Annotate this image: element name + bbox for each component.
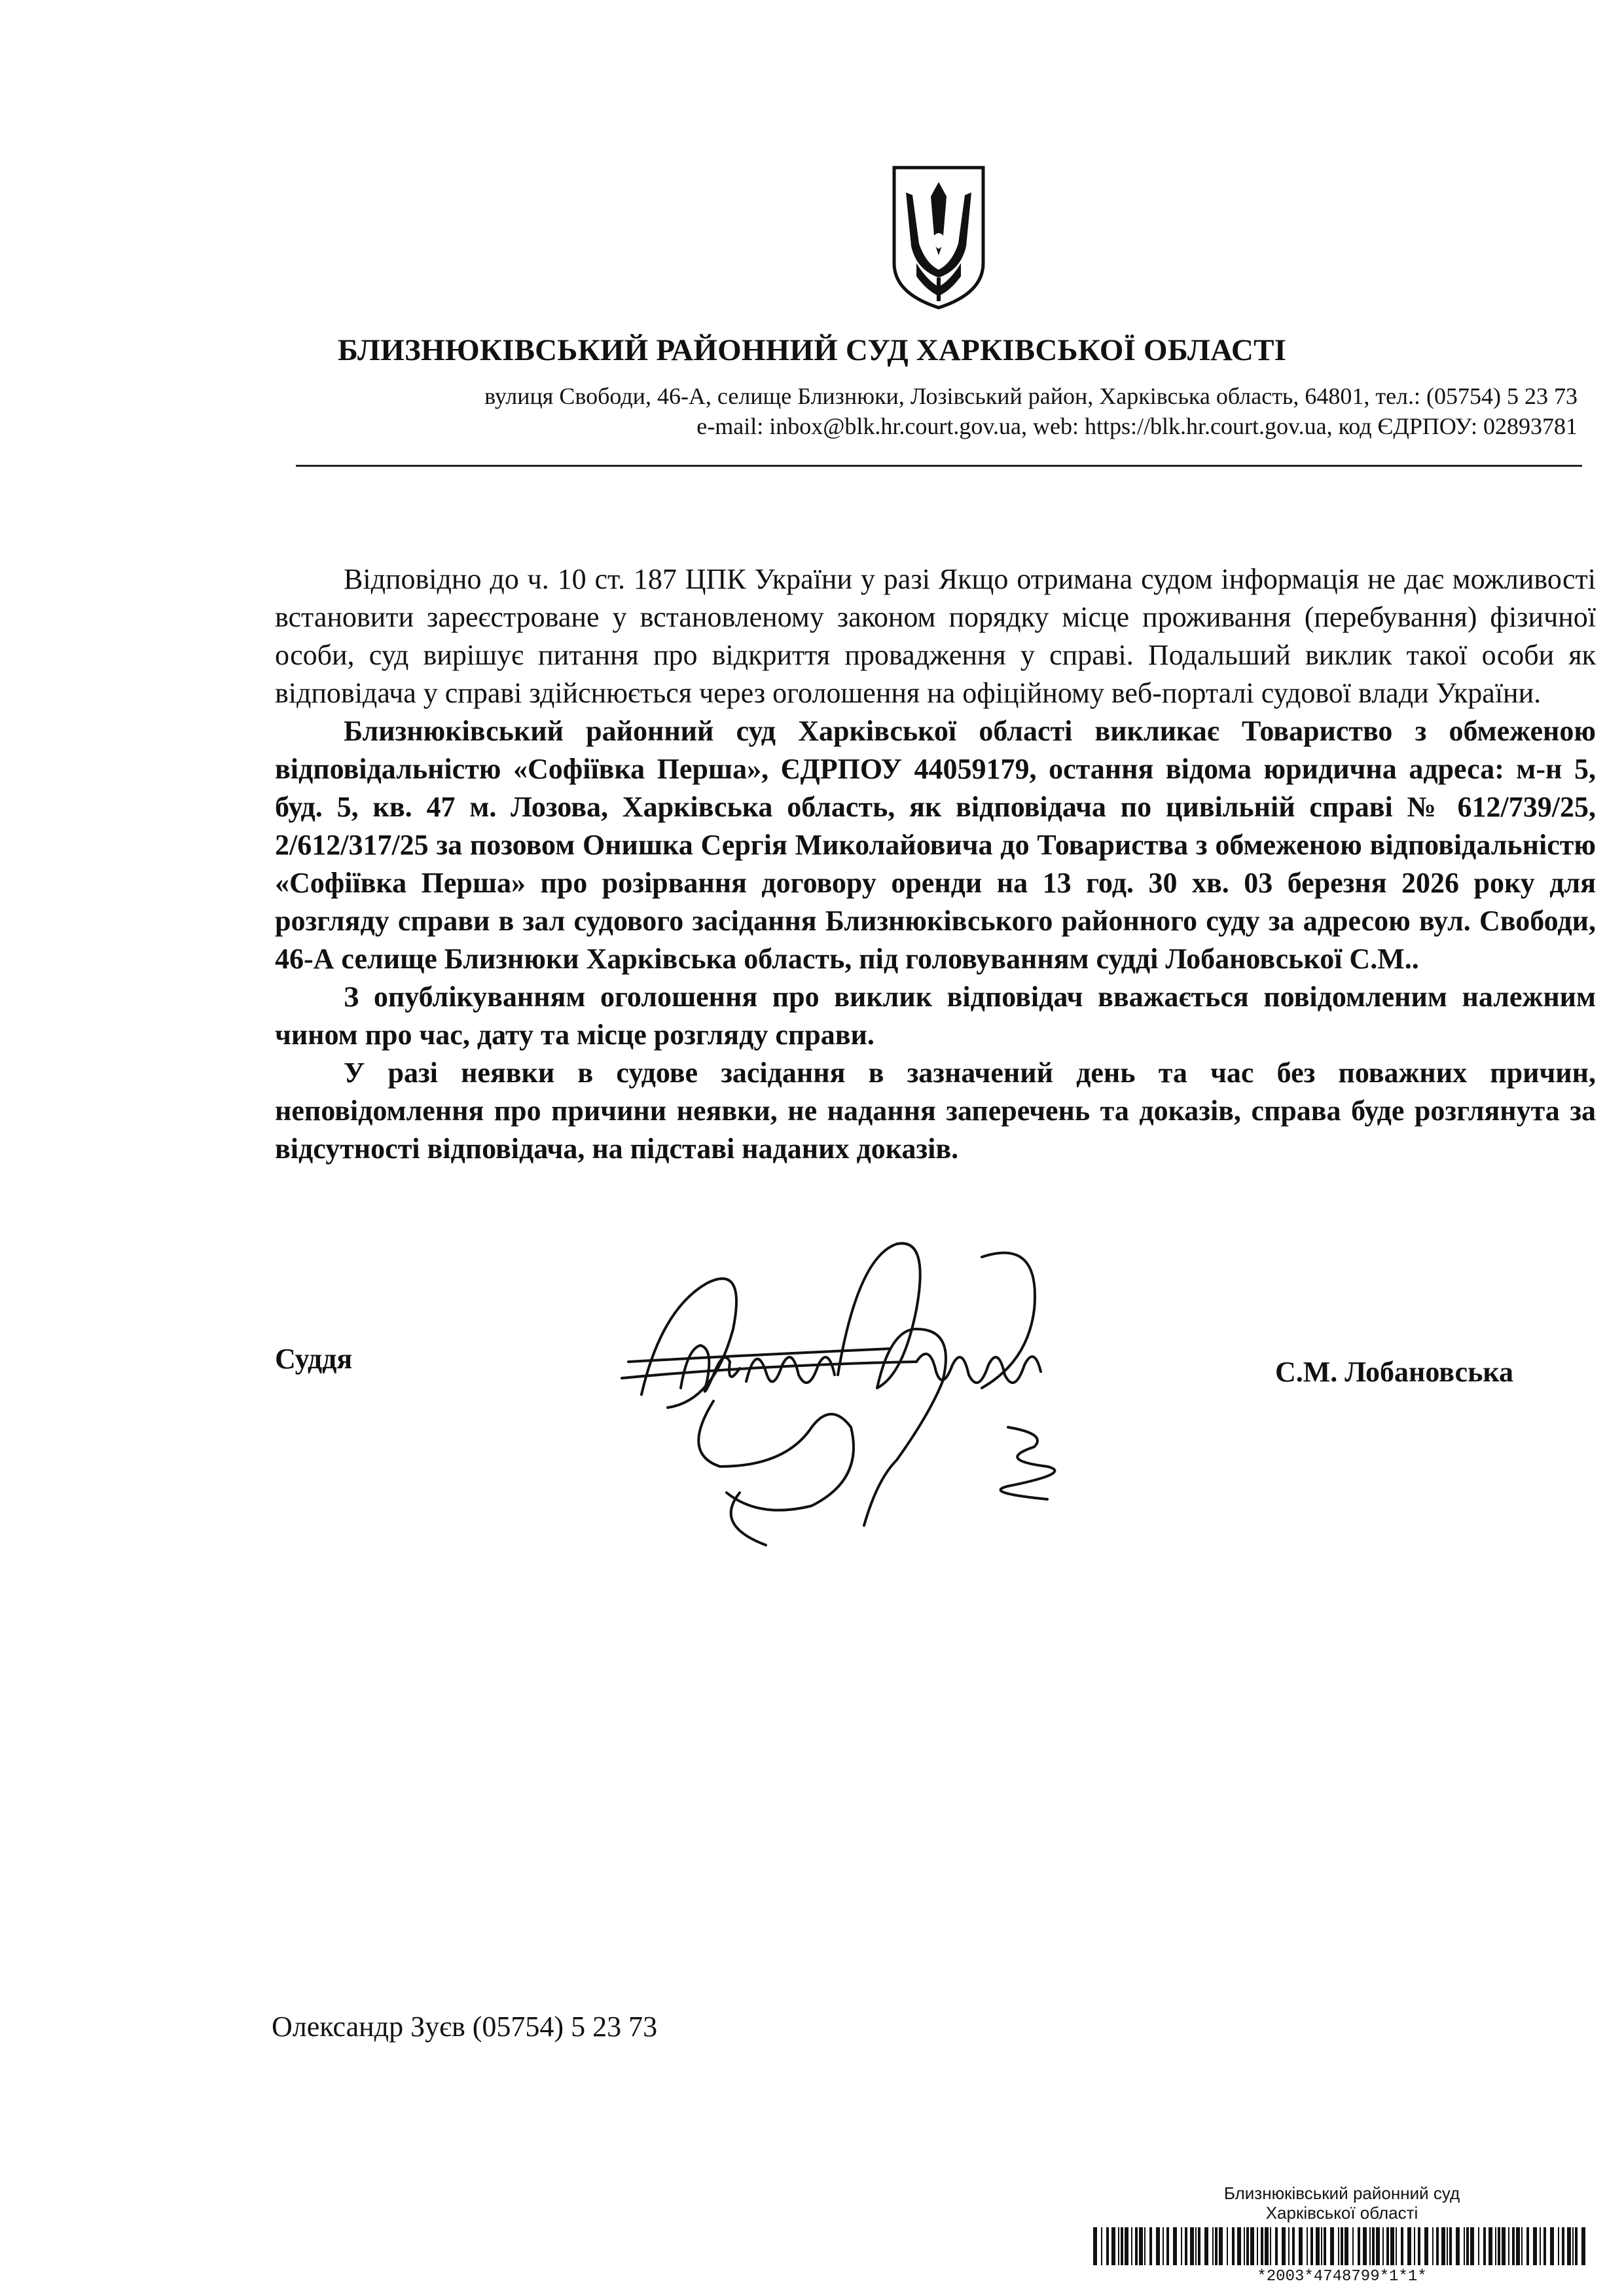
barcode-bar <box>1512 2227 1515 2265</box>
barcode-bar <box>1282 2227 1286 2265</box>
barcode-bar <box>1441 2227 1445 2265</box>
barcode-bar <box>1363 2227 1367 2265</box>
barcode-bar <box>1508 2227 1509 2265</box>
barcode-bar <box>1516 2227 1520 2265</box>
barcode-bar <box>1562 2227 1564 2265</box>
barcode-bar <box>1575 2227 1578 2265</box>
barcode-bar <box>1581 2227 1585 2265</box>
header-divider <box>296 465 1582 467</box>
barcode-bar <box>1358 2227 1360 2265</box>
barcode-bar <box>1550 2227 1554 2265</box>
barcode-bar <box>1101 2227 1102 2265</box>
barcode-bar <box>1257 2227 1258 2265</box>
barcode-text: *2003*4748799*1*1* <box>1257 2268 1427 2286</box>
barcode-bar <box>1376 2227 1380 2265</box>
barcode-bar <box>1526 2227 1529 2265</box>
barcode-bar <box>1156 2227 1160 2265</box>
barcode-bar <box>1466 2227 1469 2265</box>
ukraine-emblem-icon <box>890 165 987 310</box>
barcode-bar <box>1424 2227 1428 2265</box>
barcode-bar <box>1436 2227 1439 2265</box>
barcode-bar <box>1495 2227 1496 2265</box>
barcode-bar <box>1237 2227 1241 2265</box>
barcode-bar <box>1307 2227 1308 2265</box>
barcode-bar <box>1341 2227 1343 2265</box>
barcode-bar <box>1321 2227 1322 2265</box>
barcode-bar <box>1270 2227 1271 2265</box>
barcode-bar <box>1195 2227 1197 2265</box>
barcode-bar <box>1386 2227 1389 2265</box>
barcode-bar <box>1540 2227 1541 2265</box>
barcode-bar <box>1139 2227 1143 2265</box>
barcode-bar <box>1118 2227 1119 2265</box>
barcode-bar <box>1456 2227 1460 2265</box>
barcode-bar <box>1330 2227 1334 2265</box>
barcode-bar <box>1352 2227 1354 2265</box>
summons-paragraph: Близнюківський районний суд Харківської області викликає Товариство з обмеженою відповідальністю «Софіївка Перша», ЄДРПОУ 44059179, остання відома юридична адреса: м-н 5, буд. 5, кв. 47 м. Лозова, Харківська область, як відповідача по цивільній справі № 612/739/25, 2/612/317/25 за позовом Онишка Сергія Миколайовича до Товариства з обмеженою відповідальністю «Софіївка Перша» про розірвання договору оренди на 13 год. 30 хв. 03 березня 2026 року для розгляду справи в зал судового засідання Близнюківського районного суду за адресою вул. Свободи, 46-А селище Близнюки Харківська область, під головуванням судді Лобановської С.М.. <box>275 715 1596 975</box>
barcode-bar <box>1316 2227 1320 2265</box>
barcode-bar <box>1447 2227 1448 2265</box>
barcode-bar <box>1135 2227 1138 2265</box>
barcode-bar <box>1106 2227 1109 2265</box>
barcode-bar <box>1432 2227 1434 2265</box>
barcode-bar <box>1299 2227 1303 2265</box>
barcode-bar <box>1185 2227 1187 2265</box>
court-address: вулиця Свободи, 46-А, селище Близнюки, Лозівський район, Харківська область, 64801, тел.: (05754) 5 23 73 <box>484 383 1578 409</box>
executor-contact: Олександр Зуєв (05754) 5 23 73 <box>272 2011 658 2043</box>
barcode-bar <box>1163 2227 1164 2265</box>
barcode-bar <box>1093 2227 1097 2265</box>
barcode-bar <box>1414 2227 1415 2265</box>
barcode-bar <box>1382 2227 1384 2265</box>
barcode-bar <box>1567 2227 1571 2265</box>
barcode-bar <box>1244 2227 1245 2265</box>
barcode-bar <box>1521 2227 1523 2265</box>
barcode-bar <box>1261 2227 1263 2265</box>
barcode-bar <box>1246 2227 1249 2265</box>
barcode-bar <box>1227 2227 1228 2265</box>
barcode-bar <box>1212 2227 1214 2265</box>
barcode-bar <box>1396 2227 1397 2265</box>
barcode-bar <box>1111 2227 1115 2265</box>
barcode-bar <box>1275 2227 1278 2265</box>
barcode-bar <box>1489 2227 1492 2265</box>
barcode-bar <box>1470 2227 1474 2265</box>
publication-paragraph: З опублікуванням оголошення про виклик відповідач вважається повідомленим належним чином про час, дату та місце розгляду справи. <box>275 981 1596 1051</box>
barcode-bar <box>1324 2227 1326 2265</box>
barcode-bar <box>1502 2227 1506 2265</box>
notice-body <box>275 560 1596 1168</box>
judge-title: Суддя <box>275 1343 353 1375</box>
barcode-bar <box>1369 2227 1371 2265</box>
barcode-bar <box>1310 2227 1313 2265</box>
judge-name: С.М. Лобановська <box>1275 1356 1514 1388</box>
barcode-bar <box>1215 2227 1218 2265</box>
stamp-line-2: Харківської області <box>1265 2203 1418 2223</box>
barcode-bar <box>1265 2227 1269 2265</box>
barcode-bar <box>1232 2227 1235 2265</box>
barcode-bar <box>1190 2227 1194 2265</box>
barcode-bar <box>1407 2227 1411 2265</box>
barcode-bar <box>1449 2227 1452 2265</box>
barcode-bar <box>1198 2227 1200 2265</box>
barcode-bar <box>1338 2227 1339 2265</box>
court-contacts: e-mail: inbox@blk.hr.court.gov.ua, web: https://blk.hr.court.gov.ua, код ЄДРПОУ: 02893781 <box>696 413 1578 439</box>
barcode-bar <box>1181 2227 1182 2265</box>
barcode-bar <box>1144 2227 1146 2265</box>
barcode-bar <box>1372 2227 1375 2265</box>
barcode-bar <box>1288 2227 1290 2265</box>
barcode-bar <box>1219 2227 1223 2265</box>
court-name: БЛИЗНЮКІВСЬКИЙ РАЙОННИЙ СУД ХАРКІВСЬКОЇ ОБЛАСТІ <box>337 333 1287 367</box>
legal-basis-paragraph: Відповідно до ч. 10 ст. 187 ЦПК України у разі Якщо отримана судом інформація не дає можливості встановити зареєстроване у встановленому законом порядку місце проживання (перебування) фізичної особи, суд вирішує питання про відкриття провадження у справі. Подальший виклик такої особи як відповідача у справі здійснюється через оголошення на офіційному веб-порталі судової влади України. <box>275 563 1596 709</box>
barcode-bar <box>1344 2227 1348 2265</box>
barcode-bar <box>1498 2227 1500 2265</box>
barcode-bar <box>1149 2227 1152 2265</box>
barcode-bar <box>1483 2227 1486 2265</box>
barcode-bar <box>1125 2227 1128 2265</box>
barcode-bar <box>1572 2227 1574 2265</box>
registry-stamp <box>1087 2183 1597 2223</box>
barcode-bar <box>1478 2227 1479 2265</box>
barcode-bar <box>1131 2227 1132 2265</box>
barcode-bar <box>1204 2227 1208 2265</box>
stamp-line-1: Близнюківський районний суд <box>1223 2183 1460 2203</box>
barcode-bar <box>1464 2227 1465 2265</box>
consequences-paragraph: У разі неявки в судове засідання в зазначений день та час без поважних причин, неповідомлення про причини неявки, не надання заперечень та доказів, справа буде розглянута за відсутності відповідача, на підставі наданих доказів. <box>275 1057 1596 1165</box>
barcode-bar <box>1250 2227 1254 2265</box>
barcode-bar <box>1166 2227 1169 2265</box>
barcode-bar <box>1543 2227 1546 2265</box>
barcode-bar <box>1533 2227 1537 2265</box>
barcode-bar <box>1418 2227 1420 2265</box>
barcode-bar <box>1558 2227 1559 2265</box>
barcode-bar <box>1121 2227 1123 2265</box>
barcode-bar <box>1292 2227 1295 2265</box>
barcode-bar <box>1390 2227 1394 2265</box>
registry-barcode <box>1093 2227 1591 2265</box>
barcode-bar <box>1173 2227 1177 2265</box>
judge-signature <box>615 1231 1139 1611</box>
barcode-bar <box>1401 2227 1403 2265</box>
